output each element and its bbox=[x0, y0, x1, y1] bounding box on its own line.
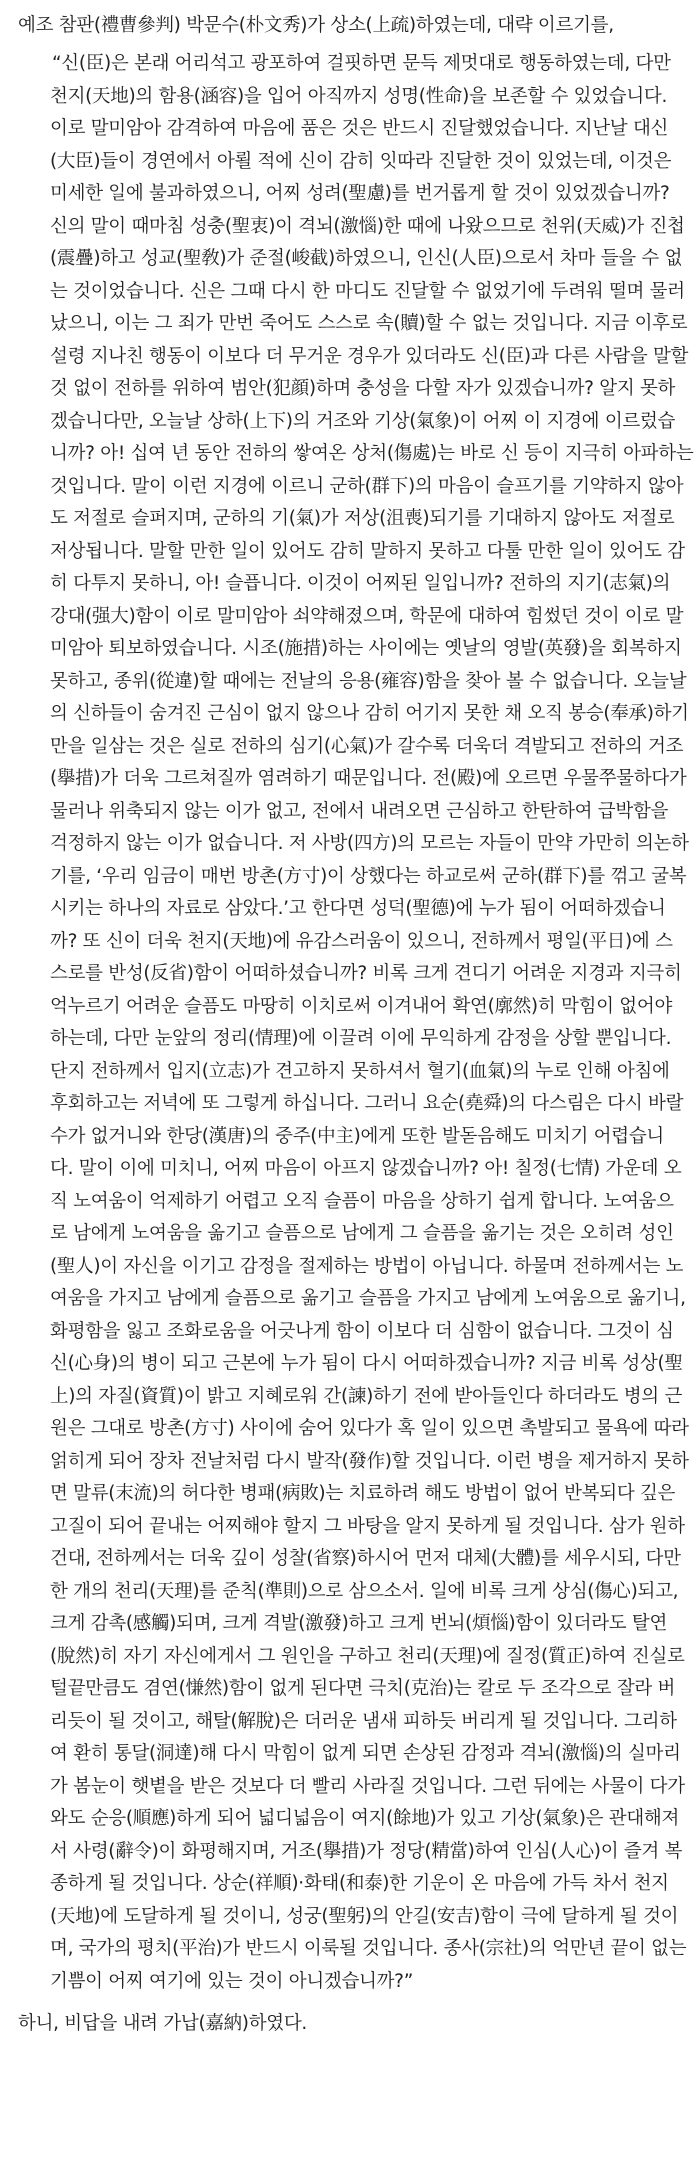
quote-line: 스로를 반성(反省)함이 어떠하셨습니까? 비록 크게 견디기 어려운 지경과 지극히 bbox=[50, 963, 682, 984]
quote-line: 만을 일삼는 것은 실로 전하의 심기(心氣)가 갈수록 더욱더 격발되고 전하의 거조 bbox=[50, 735, 684, 757]
quote-line: 설령 지나친 행동이 이보다 더 무거운 경우가 있더라도 신(臣)과 다른 사람을 말할 bbox=[50, 345, 689, 367]
quote-line: 면 말류(末流)의 허다한 병패(病敗)는 치료하려 해도 방법이 없어 반복되다 깊은 bbox=[50, 1483, 676, 1504]
intro-text: 예조 참판(禮曹參判) 박문수(朴文秀)가 상소(上疏)하였는데, 대략 이르기를, bbox=[18, 15, 614, 36]
quote-line: 리듯이 될 것이고, 해탈(解脫)은 더러운 냄새 피하듯 버리게 될 것입니다. 그리하 bbox=[50, 1710, 677, 1732]
quote-line: 걱정하지 않는 이가 없습니다. 저 사방(四方)의 모르는 자들이 만약 가만히 의논하 bbox=[50, 833, 689, 854]
quote-line: 크게 감촉(感觸)되며, 크게 격발(激發)하고 크게 번뇌(煩惱)함이 있더라도 탈연 bbox=[50, 1613, 668, 1634]
quote-line: 겠습니다만, 오늘날 상하(上下)의 거조와 기상(氣象)이 어찌 이 지경에 이르렀습 bbox=[50, 410, 676, 432]
quote-line: 고질이 되어 끝내는 어찌해야 할지 그 바탕을 알지 못하게 될 것입니다. 삼가 원하 bbox=[50, 1515, 685, 1537]
quote-line: 여움을 가지고 남에게 슬픔으로 옮기고 슬픔을 가지고 남에게 노여움으로 옮기니, bbox=[50, 1288, 686, 1309]
quote-line: 못하고, 종위(從違)할 때에는 전날의 응용(雍容)함을 찾아 볼 수 없습니다. 오늘날 bbox=[50, 670, 687, 692]
memorial-quote bbox=[18, 48, 694, 1998]
quote-line: 건대, 전하께서는 더욱 깊이 성찰(省察)하시어 먼저 대체(大體)를 세우시되, 다만 bbox=[50, 1548, 681, 1569]
quote-line: 났으니, 이는 그 죄가 만번 죽어도 스스로 속(贖)할 수 없는 것입니다. 지금 이후로 bbox=[50, 313, 688, 334]
quote-line: 신의 말이 때마침 성충(聖衷)이 격뇌(激惱)한 때에 나왔으므로 천위(天威)가 진첩 bbox=[50, 215, 685, 237]
quote-line: 수가 없거니와 한당(漢唐)의 중주(中主)에게 또한 발돋음해도 미치기 어렵습니 bbox=[50, 1125, 664, 1147]
quote-line: 기를, ‘우리 임금이 매번 방촌(方寸)이 상했다는 하교로써 군하(群下)를 꺾고 굴복 bbox=[50, 865, 687, 887]
quote-line: 직 노여움이 억제하기 어렵고 오직 슬픔이 마음을 상하기 쉽게 합니다. 노여움으 bbox=[50, 1190, 674, 1212]
quote-line: 까? 또 신이 더욱 천지(天地)에 유감스러움이 있으니, 전하께서 평일(平日)에 스 bbox=[50, 930, 673, 952]
quote-line: 여 환히 통달(洞達)해 다시 막힘이 없게 되면 손상된 감정과 격뇌(激惱)의 실마리 bbox=[50, 1743, 681, 1764]
quote-line: 억누르기 어려운 슬픔도 마땅히 이치로써 이겨내어 확연(廓然)히 막힘이 없어야 bbox=[50, 995, 673, 1017]
quote-line: 로 남에게 노여움을 옮기고 슬픔으로 남에게 그 슬픔을 옮기는 것은 오히려 성인 bbox=[50, 1223, 674, 1244]
quote-line: 의 신하들이 숨겨진 근심이 없지 않으나 감히 어기지 못한 채 오직 봉승(奉承)하기 bbox=[50, 703, 689, 724]
quote-line: 강대(强大)함이 이로 말미암아 쇠약해졌으며, 학문에 대하여 힘썼던 것이 이로 말 bbox=[50, 605, 684, 627]
quote-line: 후회하고는 저녁에 또 그렇게 하십니다. 그러니 요순(堯舜)의 다스림은 다시 바랄 bbox=[50, 1093, 684, 1114]
quote-line: 신(心身)의 병이 되고 근본에 누가 됨이 다시 어떠하겠습니까? 지금 비록 성상(聖 bbox=[50, 1353, 683, 1374]
quote-line: (擧措)가 더욱 그르쳐질까 염려하기 때문입니다. 전(殿)에 오르면 우물쭈물하다가 bbox=[50, 768, 687, 789]
quote-line: 다. 말이 이에 미치니, 어찌 마음이 아프지 않겠습니까? 아! 칠정(七情) 가운데 오 bbox=[50, 1158, 682, 1179]
quote-line: (天地)에 도달하게 될 것이니, 성궁(聖躬)의 안길(安吉)함이 극에 달하게 될 것이 bbox=[50, 1905, 679, 1927]
quote-line: 종하게 될 것입니다. 상순(祥順)·화태(和泰)한 기운이 온 마음에 가득 차서 천지 bbox=[50, 1873, 669, 1894]
quote-line: 서 사령(辭令)이 화평해지며, 거조(擧措)가 정당(精當)하여 인심(人心)이 즐겨 복 bbox=[50, 1840, 683, 1862]
quote-line: 것 없이 전하를 위하여 범안(犯顔)하며 충성을 다할 자가 있겠습니까? 알지 못하 bbox=[50, 378, 676, 399]
quote-line: 털끝만큼도 겸연(慊然)함이 없게 된다면 극치(克治)는 칼로 두 조각으로 잘라 버 bbox=[50, 1678, 676, 1699]
quote-line: (震疊)하고 성교(聖敎)가 준절(峻截)하였으니, 인신(人臣)으로서 차마 들을 수 없 bbox=[50, 248, 683, 269]
quote-line: 기쁨이 어찌 여기에 있는 것이 아니겠습니까?” bbox=[50, 1970, 413, 1992]
quote-line: 것입니다. 말이 이런 지경에 이르니 군하(群下)의 마음이 슬프기를 기약하지 않아 bbox=[50, 475, 684, 497]
quote-line: 上)의 자질(資質)이 밝고 지혜로워 간(諫)하기 전에 받아들인다 하더라도 병의 근 bbox=[50, 1385, 683, 1407]
quote-line: 며, 국가의 평치(平治)가 반드시 이룩될 것입니다. 종사(宗社)의 억만년 끝이 없는 bbox=[50, 1938, 687, 1959]
quote-line: 물러나 위축되지 않는 이가 없고, 전에서 내려오면 근심하고 한탄하여 급박함을 bbox=[50, 800, 669, 822]
quote-line: 는 것이었습니다. 신은 그때 다시 한 마디도 진달할 수 없었기에 두려워 떨며 물러 bbox=[50, 280, 685, 302]
quote-line: 단지 전하께서 입지(立志)가 견고하지 못하셔서 혈기(血氣)의 누로 인해 아침에 bbox=[50, 1060, 670, 1082]
quote-line: 와도 순응(順應)하게 되어 넓디넓음이 여지(餘地)가 있고 기상(氣象)은 관대해져 bbox=[50, 1808, 680, 1829]
quote-line: 이로 말미암아 감격하여 마음에 품은 것은 반드시 진달했었습니다. 지난날 대신 bbox=[50, 118, 669, 139]
quote-line: 천지(天地)의 함용(涵容)을 입어 아직까지 성명(性命)을 보존할 수 있었습니다. bbox=[50, 85, 668, 107]
quote-line: 도 저절로 슬퍼지며, 군하의 기(氣)가 저상(沮喪)되기를 기대하지 않아도 저절로 bbox=[50, 508, 675, 529]
quote-line: 미암아 퇴보하였습니다. 시조(施措)하는 사이에는 옛날의 영발(英發)을 회복하지 bbox=[50, 638, 682, 659]
quote-line: 화평함을 잃고 조화로움을 어긋나게 함이 이보다 더 심함이 없습니다. 그것이 심 bbox=[50, 1320, 674, 1342]
quote-line: (大臣)들이 경연에서 아뢸 적에 신이 감히 잇따라 진달한 것이 있었는데, 이것은 bbox=[50, 150, 672, 172]
quote-line: 가 봄눈이 햇볕을 받은 것보다 더 빨리 사라질 것입니다. 그런 뒤에는 사물이 다가 bbox=[50, 1775, 685, 1797]
quote-line: 히 다투지 못하니, 아! 슬픕니다. 이것이 어찌된 일입니까? 전하의 지기(志氣)의 bbox=[50, 573, 671, 594]
quote-line: “신(臣)은 본래 어리석고 광포하여 걸핏하면 문득 제멋대로 행동하였는데, 다만 bbox=[52, 53, 671, 74]
quote-line: 니까? 아! 십여 년 동안 전하의 쌓여온 상처(傷處)는 바로 신 등이 지극히 아파하는 bbox=[50, 443, 694, 464]
quote-line: 얽히게 되어 장차 전날처럼 다시 발작(發作)할 것입니다. 이런 병을 제거하지 못하 bbox=[50, 1450, 689, 1472]
quote-line: 원은 그대로 방촌(方寸) 사이에 숨어 있다가 혹 일이 있으면 촉발되고 물욕에 따라 bbox=[50, 1418, 689, 1439]
quote-line: 한 개의 천리(天理)를 준칙(準則)으로 삼으소서. 일에 비록 크게 상심(傷心)되고, bbox=[50, 1580, 679, 1602]
quote-line: 미세한 일에 불과하였으니, 어찌 성려(聖慮)를 번거롭게 할 것이 있었겠습니까? bbox=[50, 183, 670, 204]
quote-line: (聖人)이 자신을 이기고 감정을 절제하는 방법이 아닙니다. 하물며 전하께서는 노 bbox=[50, 1255, 684, 1277]
outro-text: 하니, 비답을 내려 가납(嘉納)하였다. bbox=[18, 2013, 307, 2034]
quote-line: 시키는 하나의 자료로 삼았다.’고 한다면 성덕(聖德)에 누가 됨이 어떠하겠습니 bbox=[50, 898, 666, 919]
quote-line: (脫然)히 자기 자신에게서 그 원인을 구하고 천리(天理)에 질정(質正)하여 진실로 bbox=[50, 1645, 685, 1667]
quote-line: 하는데, 다만 눈앞의 정리(情理)에 이끌려 이에 무익하게 감정을 상할 뿐입니다. bbox=[50, 1028, 672, 1049]
quote-line: 저상됩니다. 말할 만한 일이 있어도 감히 말하지 못하고 다툴 만한 일이 있어도 감 bbox=[50, 540, 685, 562]
